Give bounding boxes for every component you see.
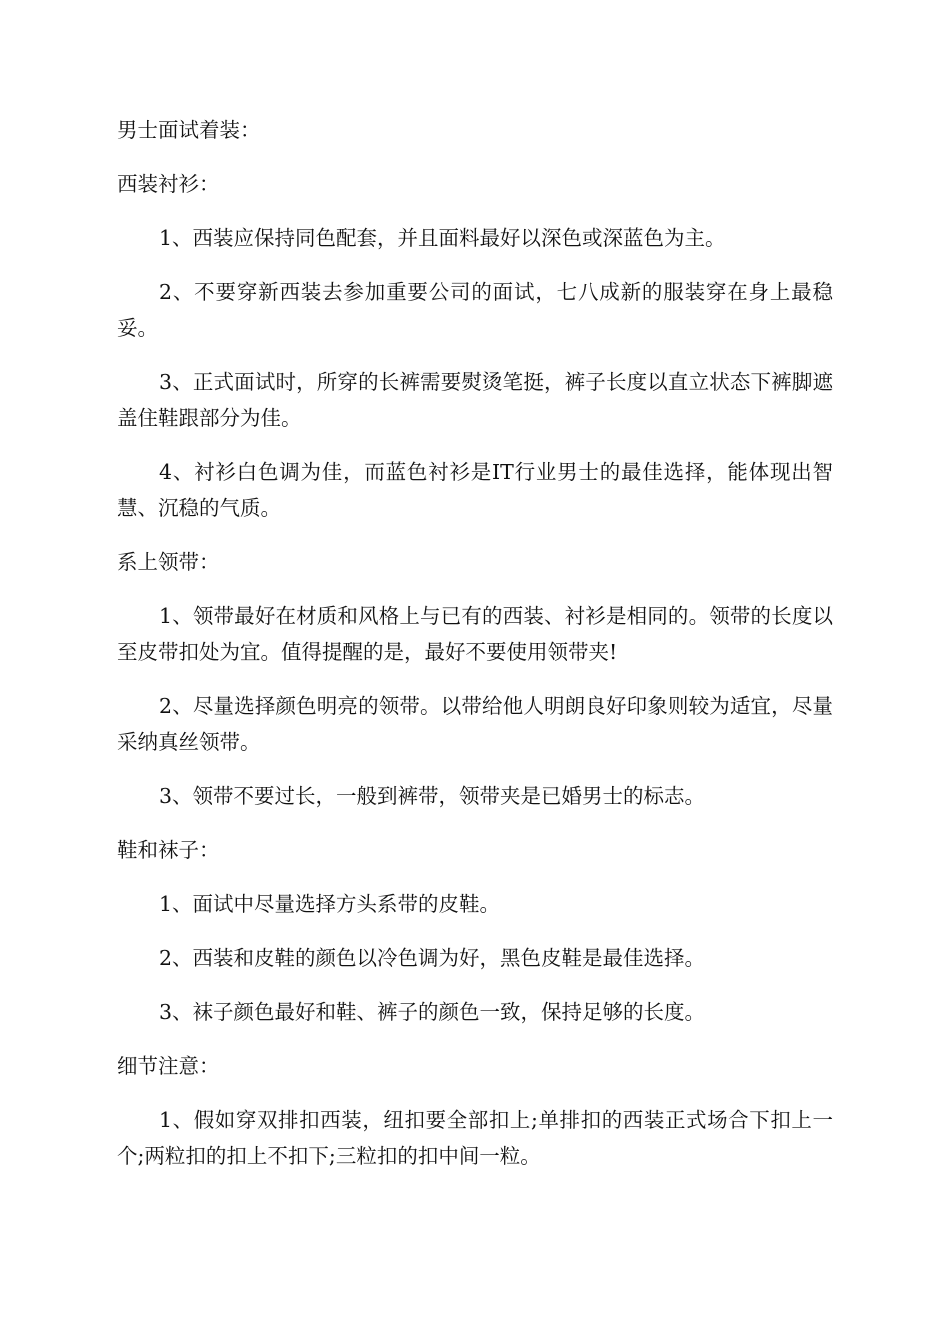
paragraph: 2、西装和皮鞋的颜色以冷色调为好，黑色皮鞋是最佳选择。 — [159, 946, 706, 970]
paragraph: 3、袜子颜色最好和鞋、裤子的颜色一致，保持足够的长度。 — [159, 1000, 706, 1024]
document-body — [117, 112, 833, 1192]
paragraph: 1、面试中尽量选择方头系带的皮鞋。 — [159, 892, 501, 916]
section-heading-tie: 系上领带： — [117, 550, 220, 574]
section-heading-details: 细节注意： — [117, 1054, 220, 1078]
section-heading-suit-shirt: 西装衬衫： — [117, 172, 220, 196]
paragraph: 4、衬衫白色调为佳，而蓝色衬衫是IT行业男士的最佳选择，能体现出智慧、沉稳的气质。 — [117, 460, 833, 520]
paragraph: 3、领带不要过长，一般到裤带，领带夹是已婚男士的标志。 — [159, 784, 706, 808]
paragraph: 3、正式面试时，所穿的长裤需要熨烫笔挺，裤子长度以直立状态下裤脚遮盖住鞋跟部分为佳。 — [117, 370, 833, 430]
document-title: 男士面试着装： — [117, 118, 261, 142]
paragraph: 1、假如穿双排扣西装，纽扣要全部扣上;单排扣的西装正式场合下扣上一个;两粒扣的扣上不扣下;三粒扣的扣中间一粒。 — [117, 1108, 833, 1168]
section-heading-shoes-socks: 鞋和袜子： — [117, 838, 220, 862]
paragraph: 2、尽量选择颜色明亮的领带。以带给他人明朗良好印象则较为适宜，尽量采纳真丝领带。 — [117, 694, 833, 754]
paragraph: 1、西装应保持同色配套，并且面料最好以深色或深蓝色为主。 — [159, 226, 726, 250]
paragraph: 1、领带最好在材质和风格上与已有的西装、衬衫是相同的。领带的长度以至皮带扣处为宜。值得提醒的是，最好不要使用领带夹! — [117, 604, 833, 664]
paragraph: 2、不要穿新西装去参加重要公司的面试，七八成新的服装穿在身上最稳妥。 — [117, 280, 833, 340]
